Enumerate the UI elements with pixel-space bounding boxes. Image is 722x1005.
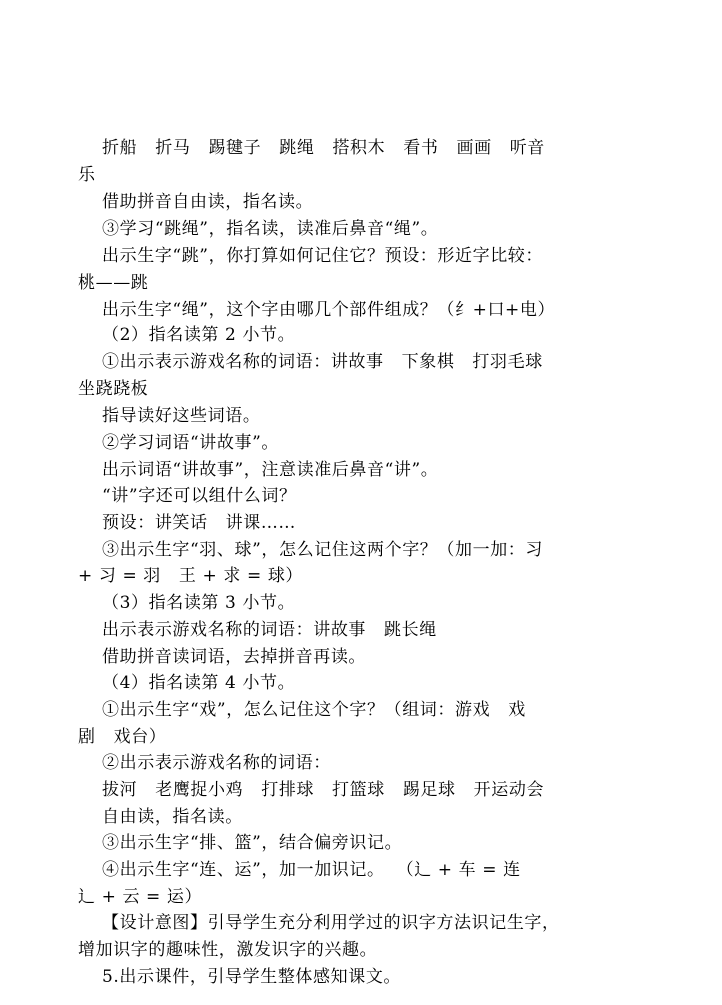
text-line: 剧 戏台）	[78, 727, 167, 747]
text-line: ③学习“跳绳”，指名读，读准后鼻音“绳”。	[78, 219, 439, 239]
text-line: ②出示表示游戏名称的词语：	[78, 753, 331, 773]
text-line: 出示生字“绳”，这个字由哪几个部件组成？（纟+口+电）	[78, 300, 556, 320]
text-line: 自由读，指名读。	[78, 807, 243, 827]
text-line: ③出示生字“排、篮”，结合偏旁识记。	[78, 833, 403, 853]
text-line: 预设：讲笑话 讲课……	[78, 513, 297, 533]
text-line: 出示词语“讲故事”，注意读准后鼻音“讲”。	[78, 460, 439, 480]
text-line: ③出示生字“羽、球”，怎么记住这两个字？（加一加：习	[78, 540, 543, 560]
text-line: ①出示表示游戏名称的词语：讲故事 下象棋 打羽毛球	[78, 352, 543, 372]
text-line: 辶 + 云 = 运）	[78, 887, 203, 907]
text-line: “讲”字还可以组什么词？	[78, 486, 297, 506]
text-line: （4）指名读第 4 小节。	[78, 673, 296, 693]
text-line: 折船 折马 踢毽子 跳绳 搭积木 看书 画画 听音	[78, 138, 545, 158]
text-line: ④出示生字“连、运”，加一加识记。 （辶 + 车 = 连	[78, 860, 521, 880]
text-line: （2）指名读第 2 小节。	[78, 325, 296, 345]
text-line: 【设计意图】引导学生充分利用学过的识字方法识记生字，	[78, 913, 560, 933]
text-line: 增加识字的趣味性，激发识字的兴趣。	[78, 940, 378, 960]
text-line: （3）指名读第 3 小节。	[78, 593, 296, 613]
text-line: ①出示生字“戏”，怎么记住这个字？（组词：游戏 戏	[78, 700, 526, 720]
text-line: 5.出示课件，引导学生整体感知课文。	[78, 967, 402, 987]
text-line: 出示生字“跳”，你打算如何记住它？预设：形近字比较：	[78, 246, 543, 266]
text-line: 借助拼音读词语，去掉拼音再读。	[78, 647, 367, 667]
text-line: 拔河 老鹰捉小鸡 打排球 打篮球 踢足球 开运动会	[78, 780, 545, 800]
text-line: ②学习词语“讲故事”。	[78, 433, 279, 453]
text-line: 坐跷跷板	[78, 379, 149, 399]
text-line: 乐	[78, 165, 96, 185]
text-line: 出示表示游戏名称的词语：讲故事 跳长绳	[78, 620, 437, 640]
text-line: 借助拼音自由读，指名读。	[78, 192, 314, 212]
text-line: 指导读好这些词语。	[78, 406, 261, 426]
text-line: + 习 = 羽 王 + 求 = 球）	[78, 566, 304, 586]
text-line: 桃——跳	[78, 273, 149, 293]
